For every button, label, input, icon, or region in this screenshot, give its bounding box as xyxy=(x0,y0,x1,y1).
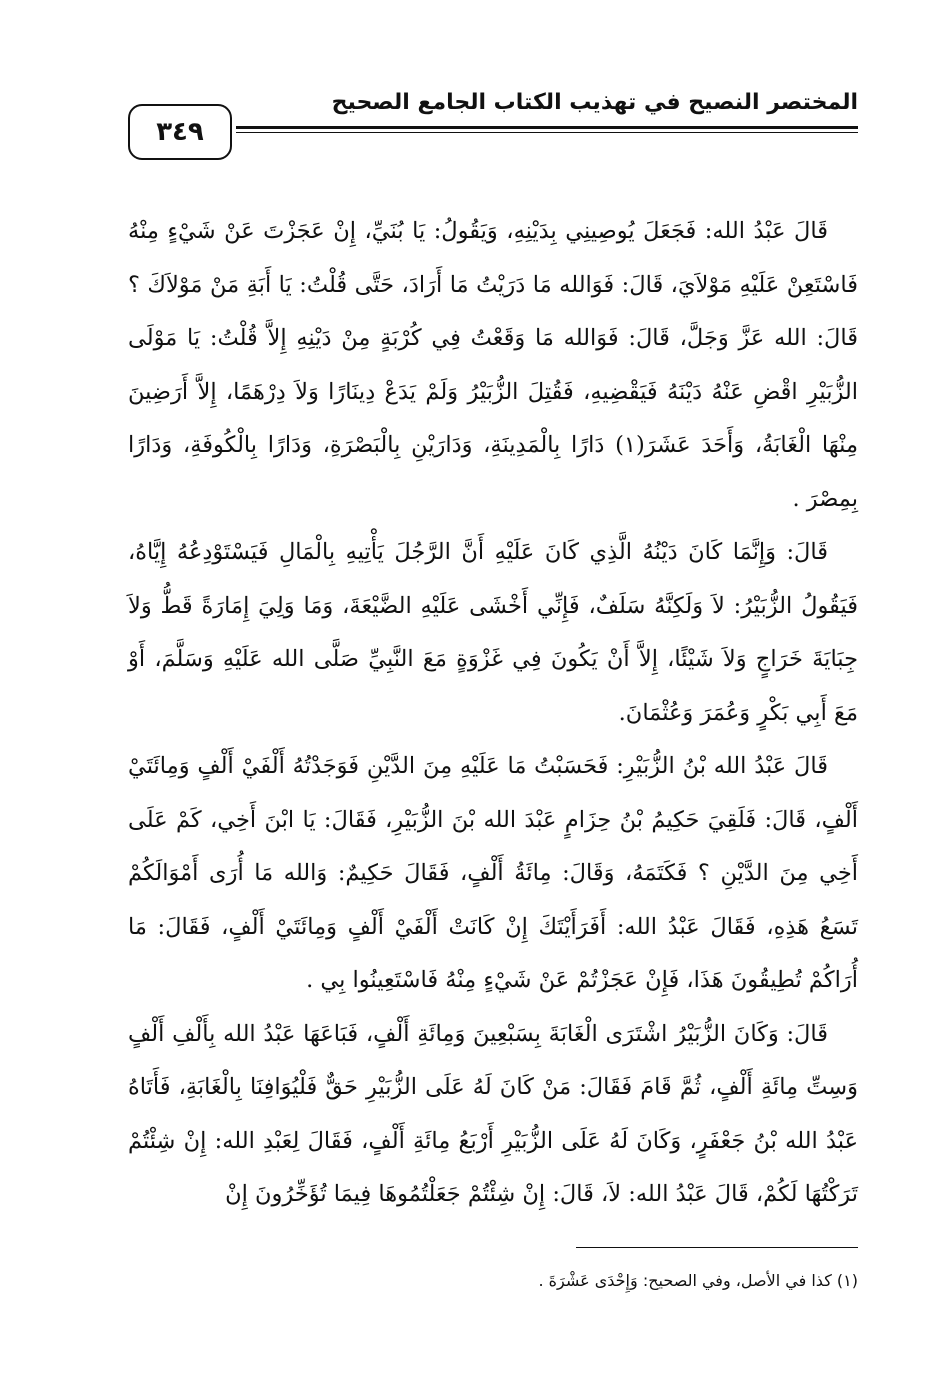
paragraph-4: قَالَ: وَكَانَ الزُّبَيْرُ اشْتَرَى الْغَابَةَ بِسَبْعِينَ وَمِائَةِ أَلْفٍ، فَبَاعَهَا عَبْدُ الله بِأَلْفِ أَلْفٍ وَسِتِّ مِائَةِ أَلْفٍ، ثُمَّ قَامَ فَقَالَ: مَنْ كَانَ لَهُ عَلَى الزُّبَيْرِ حَقٌّ فَلْيُوَافِنَا بِالْغَابَةِ، فَأَتَاهُ عَبْدُ الله بْنُ جَعْفَرٍ، وَكَانَ لَهُ عَلَى الزُّبَيْرِ أَرْبَعُ مِائَةِ أَلْفٍ، فَقَالَ لِعَبْدِ الله: إِنْ شِئْتُمْ تَرَكْتُهَا لَكُمْ، قَالَ عَبْدُ الله: لاَ، قَالَ: إِنْ شِئْتُمْ جَعَلْتُمُوهَا فِيمَا تُؤَخِّرُونَ إِنْ xyxy=(128,1020,858,1207)
page-number: ٣٤٩ xyxy=(128,104,232,160)
header-rule-thin xyxy=(236,132,858,133)
paragraph-3: قَالَ عَبْدُ الله بْنُ الزُّبَيْرِ: فَحَسَبْتُ مَا عَلَيْهِ مِنَ الدَّيْنِ فَوَجَدْتُهُ أَلْفَيْ أَلْفٍ وَمِائَتَيْ أَلْفٍ، قَالَ: فَلَقِيَ حَكِيمُ بْنُ حِزَامٍ عَبْدَ الله بْنَ الزُّبَيْرِ، فَقَالَ: يَا ابْنَ أَخِي، كَمْ عَلَى أَخِي مِنَ الدَّيْنِ ؟ فَكَتَمَهُ، وَقَالَ: مِائَةُ أَلْفٍ، فَقَالَ حَكِيمٌ: وَالله مَا أُرَى أَمْوَالَكُمْ تَسَعُ هَذِهِ، فَقَالَ عَبْدُ الله: أَفَرَأَيْتَكَ إِنْ كَانَتْ أَلْفَيْ أَلْفٍ وَمِائَتَيْ أَلْفٍ، فَقَالَ: مَا أُرَاكُمْ تُطِيقُونَ هَذَا، فَإِنْ عَجَزْتُمْ عَنْ شَيْءٍ مِنْهُ فَاسْتَعِينُوا بِي . xyxy=(128,753,858,993)
page-header xyxy=(128,82,858,162)
header-rule-thick xyxy=(236,126,858,129)
book-title: المختصر النصيح في تهذيب الكتاب الجامع الصحيح xyxy=(331,90,858,115)
main-text xyxy=(128,205,858,1222)
footnote: (١) كذا في الأصل، وفي الصحيح: وَإِحْدَى عَشْرَةَ . xyxy=(538,1271,858,1290)
paragraph-2: قَالَ: وَإِنَّمَا كَانَ دَيْنُهُ الَّذِي كَانَ عَلَيْهِ أَنَّ الرَّجُلَ يَأْتِيهِ بِالْمَالِ فَيَسْتَوْدِعُهُ إِيَّاهُ، فَيَقُولُ الزُّبَيْرُ: لاَ وَلَكِنَّهُ سَلَفٌ، فَإِنِّي أَخْشَى عَلَيْهِ الضَّيْعَةَ، وَمَا وَلِيَ إِمَارَةً قَطُّ وَلاَ جِبَايَةَ خَرَاجٍ وَلاَ شَيْئًا، إِلاَّ أَنْ يَكُونَ فِي غَزْوَةٍ مَعَ النَّبِيِّ صَلَّى الله عَلَيْهِ وَسَلَّمَ، أَوْ مَعَ أَبِي بَكْرٍ وَعُمَرَ وَعُثْمَانَ. xyxy=(128,539,858,726)
footnote-separator xyxy=(576,1247,858,1248)
paragraph-1: قَالَ عَبْدُ الله: فَجَعَلَ يُوصِينِي بِدَيْنِهِ، وَيَقُولُ: يَا بُنَيِّ، إِنْ عَجَزْتَ عَنْ شَيْءٍ مِنْهُ فَاسْتَعِنْ عَلَيْهِ مَوْلاَيَ، قَالَ: فَوَالله مَا دَرَيْتُ مَا أَرَادَ، حَتَّى قُلْتُ: يَا أَبَةِ مَنْ مَوْلاَكَ ؟ قَالَ: الله عَزَّ وَجَلَّ، قَالَ: فَوَالله مَا وَقَعْتُ فِي كُرْبَةٍ مِنْ دَيْنِهِ إِلاَّ قُلْتُ: يَا مَوْلَى الزُّبَيْرِ اقْضِ عَنْهُ دَيْنَهُ فَيَقْضِيهِ، فَقُتِلَ الزُّبَيْرُ وَلَمْ يَدَعْ دِينَارًا وَلاَ دِرْهَمًا، إِلاَّ أَرَضِينَ مِنْهَا الْغَابَةُ، وَأَحَدَ عَشَرَ(١) دَارًا بِالْمَدِينَةِ، وَدَارَيْنِ بِالْبَصْرَةِ، وَدَارًا بِالْكُوفَةِ، وَدَارًا بِمِصْرَ . xyxy=(128,218,858,512)
